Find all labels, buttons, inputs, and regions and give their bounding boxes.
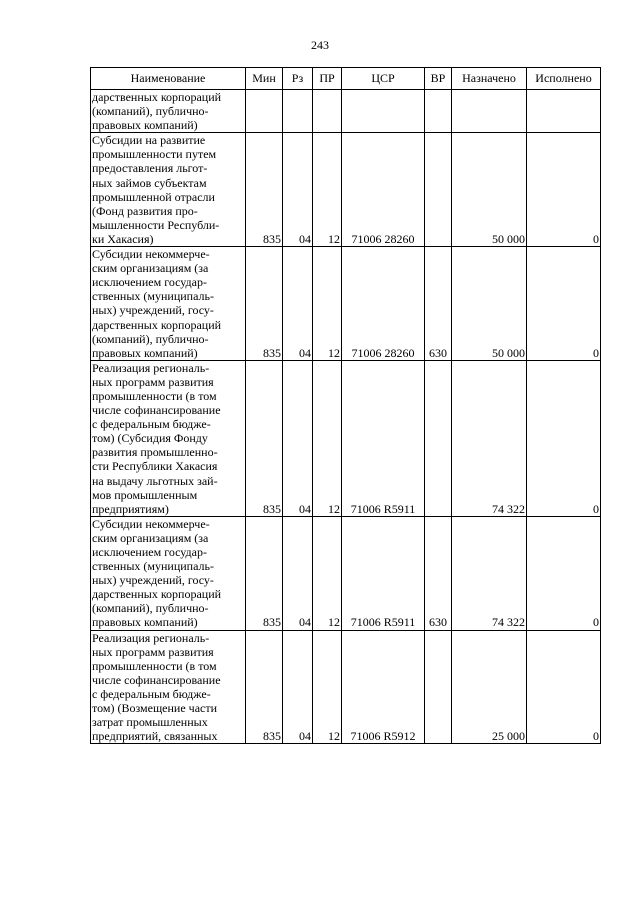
name-line: затрат промышленных [92,715,208,730]
cell-assigned: 25 000 [452,630,527,744]
name-line: ским организациям (за [92,530,209,545]
cell-executed: 0 [527,247,601,361]
name-line: числе софинансирование [92,672,221,687]
name-line: исключением государ- [92,545,207,559]
cell-vr: 630 [425,516,452,630]
name-line: предоставления льгот- [92,161,208,176]
cell-assigned: 74 322 [452,516,527,630]
name-line: с федеральным бюдже- [92,417,211,432]
table-row [91,133,601,247]
name-line: развития промышленно- [92,445,218,460]
cell-pr: 12 [313,630,342,744]
table-row [91,516,601,630]
name-line: мов промышленным [92,487,198,502]
cell-name [91,133,246,247]
name-line: числе софинансирование [92,403,221,418]
name-line: Реализация региональ- [92,630,210,645]
cell-csr: 71006 R5912 [342,630,425,744]
header-rz: Рз [283,68,313,90]
cell-csr: 71006 28260 [342,133,425,247]
cell-rz [283,90,313,133]
name-line: том) (Субсидия Фонду [92,431,208,446]
name-line: предприятий, связанных [92,729,218,744]
cell-min: 835 [246,133,283,247]
name-line: промышленности путем [92,147,217,162]
header-name: Наименование [91,68,246,90]
header-executed: Исполнено [527,68,601,90]
budget-table [90,67,601,744]
cell-rz: 04 [283,133,313,247]
cell-executed: 0 [527,630,601,744]
name-line: Реализация региональ- [92,360,210,375]
cell-name [91,516,246,630]
name-line: дарственных корпораций [92,90,222,104]
name-line: ных) учреждений, госу- [92,573,214,588]
cell-csr: 71006 R5911 [342,516,425,630]
name-line: Субсидии на развитие [92,133,206,148]
cell-name [91,630,246,744]
name-line: сти Республики Хакасия [92,459,218,474]
cell-executed: 0 [527,133,601,247]
name-line: промышленной отрасли [92,189,215,204]
header-min: Мин [246,68,283,90]
name-line: на выдачу льготных зай- [92,473,218,488]
cell-assigned: 50 000 [452,133,527,247]
name-line: ных программ развития [92,374,214,389]
name-line: правовых компаний) [92,345,198,360]
name-line: ственных (муниципаль- [92,559,214,574]
cell-pr: 12 [313,516,342,630]
name-line: дарственных корпораций [92,587,222,602]
cell-vr: 630 [425,247,452,361]
name-line: промышленности (в том [92,658,217,673]
table-row [91,630,601,744]
name-line: исключением государ- [92,275,207,290]
cell-name [91,360,246,516]
cell-vr [425,90,452,133]
header-csr: ЦСР [342,68,425,90]
cell-vr [425,133,452,247]
name-line: дарственных корпораций [92,317,222,332]
name-line: (компаний), публично- [92,601,209,616]
table-row [91,360,601,516]
name-line: (Фонд развития про- [92,203,198,218]
name-line: ных) учреждений, госу- [92,303,214,318]
cell-assigned: 74 322 [452,360,527,516]
table-row [91,90,601,133]
cell-pr [313,90,342,133]
name-line: ственных (муниципаль- [92,289,214,304]
cell-name [91,90,246,133]
name-line: правовых компаний) [92,615,198,630]
name-line: промышленности (в том [92,388,217,403]
name-line: ных займов субъектам [92,175,207,190]
name-line: ки Хакасия) [92,231,154,246]
cell-assigned: 50 000 [452,247,527,361]
name-line: ским организациям (за [92,261,209,276]
table-row [91,247,601,361]
name-line: (компаний), публично- [92,331,209,346]
name-line: (компаний), публично- [92,104,209,119]
name-line: том) (Возмещение части [92,701,218,716]
cell-executed [527,90,601,133]
cell-pr: 12 [313,133,342,247]
cell-min: 835 [246,630,283,744]
cell-rz: 04 [283,516,313,630]
name-line: мышленности Республи- [92,217,220,232]
cell-csr: 71006 R5911 [342,360,425,516]
cell-min: 835 [246,516,283,630]
table-body [91,90,601,744]
name-line: правовых компаний) [92,118,198,133]
cell-csr: 71006 28260 [342,247,425,361]
cell-pr: 12 [313,247,342,361]
cell-rz: 04 [283,360,313,516]
cell-name [91,247,246,361]
cell-csr [342,90,425,133]
name-line: с федеральным бюдже- [92,686,211,701]
header-row [91,68,601,90]
cell-executed: 0 [527,516,601,630]
header-assigned: Назначено [452,68,527,90]
name-line: ных программ развития [92,644,214,659]
cell-rz: 04 [283,247,313,361]
name-line: предприятиям) [92,501,169,516]
name-line: Субсидии некоммерче- [92,516,210,531]
cell-vr [425,360,452,516]
cell-executed: 0 [527,360,601,516]
cell-min [246,90,283,133]
cell-pr: 12 [313,360,342,516]
cell-assigned [452,90,527,133]
cell-min: 835 [246,247,283,361]
cell-rz: 04 [283,630,313,744]
name-line: Субсидии некоммерче- [92,247,210,262]
cell-vr [425,630,452,744]
cell-min: 835 [246,360,283,516]
header-pr: ПР [313,68,342,90]
header-vr: ВР [425,68,452,90]
page-number: 243 [311,38,329,52]
